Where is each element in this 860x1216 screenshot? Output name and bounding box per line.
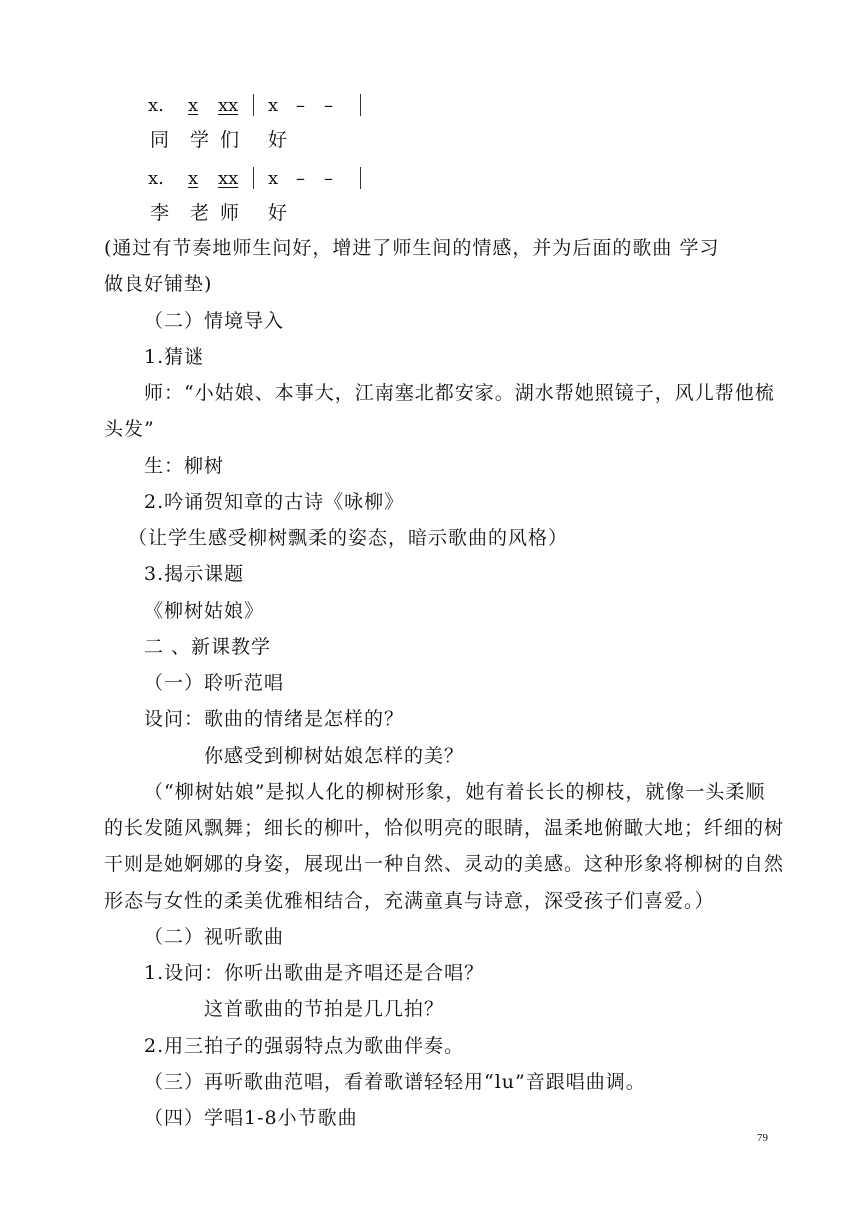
paragraph-line: 生：柳树 — [144, 455, 225, 477]
rhythm-note: x — [268, 168, 279, 189]
section-heading: （四）学唱1-8小节歌曲 — [144, 1107, 358, 1129]
lyric-word: 李 — [150, 202, 170, 224]
rhythm-row-2 — [148, 167, 378, 191]
rhythm-note: – — [324, 95, 333, 116]
bar-line — [253, 167, 254, 189]
paragraph-line: 做良好铺垫) — [104, 273, 213, 295]
paragraph-line: (通过有节奏地师生问好，增进了师生间的情感，并为后面的歌曲 学习 — [104, 237, 720, 259]
rhythm-note: x. — [148, 168, 164, 189]
paragraph-line: 1.设问：你听出歌曲是齐唱还是合唱？ — [144, 962, 485, 984]
paragraph-line: 1.猜谜 — [144, 346, 205, 368]
paragraph-line: 形态与女性的柔美优雅相结合，充满童真与诗意，深受孩子们喜爱。） — [104, 890, 715, 912]
lyric-word: 好 — [268, 129, 288, 151]
section-heading: （一）聆听范唱 — [144, 672, 285, 694]
paragraph-line: 2.吟诵贺知章的古诗《咏柳》 — [144, 491, 405, 513]
paragraph-line: 这首歌曲的节拍是几几拍？ — [204, 998, 445, 1020]
lyric-word: 们 — [220, 129, 240, 151]
section-heading: （二）视听歌曲 — [144, 926, 285, 948]
rhythm-note: x. — [148, 95, 164, 116]
bar-line — [360, 94, 361, 116]
paragraph-line: （三）再听歌曲范唱，看着歌谱轻轻用“lu”音跟唱曲调。 — [144, 1071, 646, 1093]
lyric-word: 学 — [190, 129, 210, 151]
rhythm-note: x — [188, 95, 199, 116]
paragraph-line: 《柳树姑娘》 — [144, 600, 265, 622]
lyric-word: 老 — [190, 202, 210, 224]
paragraph-line: 3.揭示课题 — [144, 563, 245, 585]
rhythm-note: x — [188, 168, 199, 189]
lyric-word: 好 — [268, 202, 288, 224]
rhythm-note: – — [296, 168, 305, 189]
paragraph-line: （让学生感受柳树飘柔的姿态，暗示歌曲的风格） — [128, 527, 569, 549]
paragraph-line: 设问：歌曲的情绪是怎样的？ — [144, 708, 405, 730]
rhythm-note: xx — [218, 95, 239, 116]
section-heading: （二）情境导入 — [144, 310, 285, 332]
paragraph-line: 2.用三拍子的强弱特点为歌曲伴奏。 — [144, 1035, 465, 1057]
lyric-row-2 — [150, 201, 350, 225]
rhythm-note: – — [296, 95, 305, 116]
lyric-word: 师 — [220, 202, 240, 224]
paragraph-line: （“柳树姑娘”是拟人化的柳树形象，她有着长长的柳枝，就像一头柔顺 — [144, 781, 766, 803]
rhythm-note: xx — [218, 168, 239, 189]
page-number: 79 — [757, 1132, 768, 1144]
paragraph-line: 的长发随风飘舞；细长的柳叶，恰似明亮的眼睛，温柔地俯瞰大地；纤细的树 — [104, 817, 785, 839]
paragraph-line: 师：“小姑娘、本事大，江南塞北都安家。湖水帮她照镜子，风儿帮他梳 — [144, 382, 775, 404]
section-heading: 二 、新课教学 — [144, 636, 272, 658]
bar-line — [360, 167, 361, 189]
paragraph-line: 头发” — [104, 418, 155, 440]
rhythm-note: x — [268, 95, 279, 116]
rhythm-note: – — [324, 168, 333, 189]
paragraph-line: 干则是她婀娜的身姿，展现出一种自然、灵动的美感。这种形象将柳树的自然 — [104, 853, 785, 875]
lyric-word: 同 — [150, 129, 170, 151]
paragraph-line: 你感受到柳树姑娘怎样的美？ — [204, 745, 465, 767]
bar-line — [253, 94, 254, 116]
lyric-row-1 — [150, 128, 350, 152]
rhythm-row-1 — [148, 94, 378, 118]
